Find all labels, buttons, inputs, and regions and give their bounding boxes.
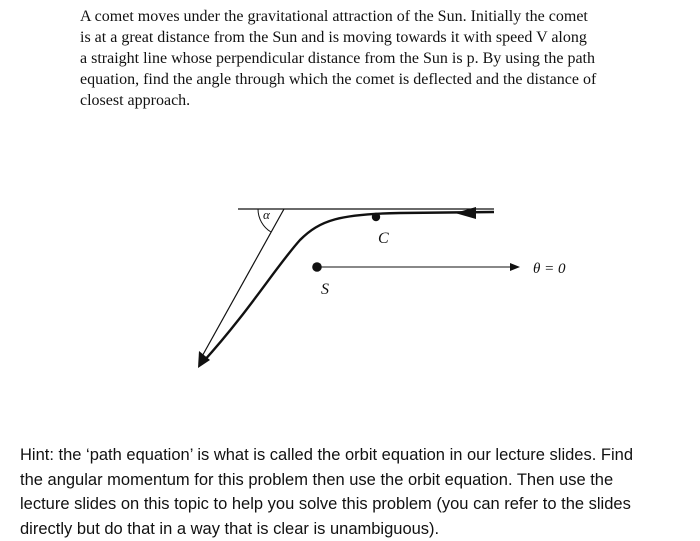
problem-line: A comet moves under the gravitational attraction of the Sun. Initially the comet [80, 6, 655, 27]
problem-line: equation, find the angle through which the comet is deflected and the distance of [80, 69, 655, 90]
theta-zero-arrow [510, 263, 520, 271]
problem-line: closest approach. [80, 90, 655, 111]
alpha-label: α [263, 207, 271, 222]
hint-line: Hint: the ‘path equation’ is what is called the orbit equation in our lecture slides. Find [20, 443, 700, 468]
hint-line: the angular momentum for this problem then use the orbit equation. Then use the [20, 468, 700, 493]
comet-label: C [378, 230, 389, 247]
hint [20, 443, 700, 541]
problem-line: is at a great distance from the Sun and is moving towards it with speed V along [80, 27, 655, 48]
outgoing-asymptote-line [200, 209, 284, 360]
hint-line: lecture slides on this topic to help you solve this problem (you can refer to the slides [20, 492, 700, 517]
hint-line: directly but do that in a way that is clear is unambiguous). [20, 517, 700, 541]
sun-label: S [321, 281, 329, 298]
comet-point [372, 213, 380, 221]
theta-zero-label: θ = 0 [533, 261, 566, 277]
problem-line: a straight line whose perpendicular distance from the Sun is p. By using the path [80, 48, 655, 69]
comet-path [203, 212, 494, 362]
